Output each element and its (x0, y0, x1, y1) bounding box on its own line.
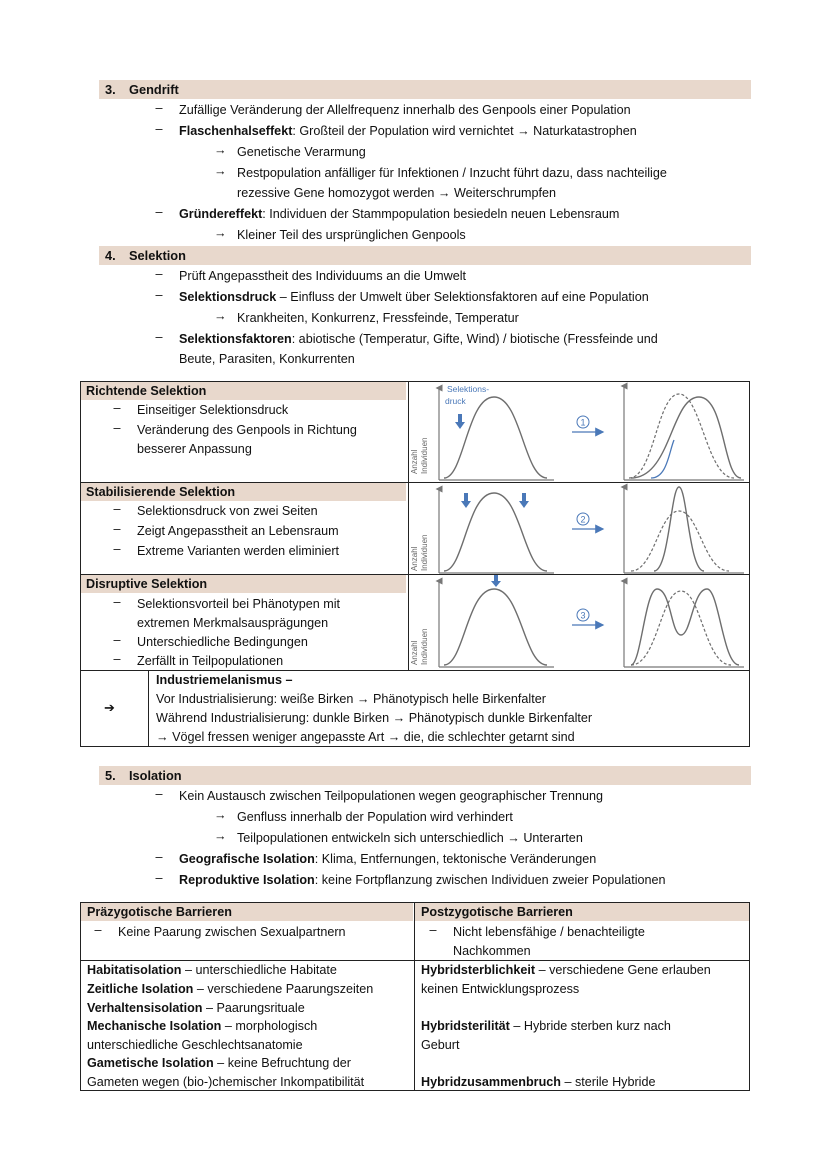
stabilisierende-title: Stabilisierende Selektion (86, 485, 236, 499)
bullet-dash: – (113, 522, 121, 536)
graph-stabilisierende (410, 487, 744, 573)
gendrift-line-6: Kleiner Teil des ursprünglichen Genpools (237, 228, 466, 242)
arrow-marker-icon: ➔ (104, 700, 115, 715)
disruptive-title: Disruptive Selektion (86, 577, 208, 591)
left-row: Mechanische Isolation – morphologisch (87, 1019, 318, 1033)
industrie-l1: Vor Industrialisierung: weiße Birken → Phänotypisch helle Birkenfalter (156, 692, 546, 706)
y-axis-label: Individuen (420, 437, 429, 474)
y-axis-label: Individuen (420, 534, 429, 571)
left-row: Verhaltensisolation – Paarungsrituale (87, 1001, 305, 1015)
postzygotisch-header: Postzygotische Barrieren (421, 905, 573, 919)
step-number: 2 (580, 514, 586, 525)
gendrift-line-4a: Restpopulation anfälliger für Infektionen / Inzucht führt dazu, dass nachteilige (237, 166, 667, 180)
section-title: Isolation (129, 768, 182, 783)
bullet-dash: – (155, 122, 163, 136)
bullet-dash: – (155, 850, 163, 864)
bullet-dash: – (113, 401, 121, 415)
table-divider (148, 670, 149, 747)
arrow-icon: → (214, 226, 227, 240)
selektion-line-1: Prüft Angepasstheit des Individuums an die Umwelt (179, 269, 467, 283)
right-row: keinen Entwicklungsprozess (421, 982, 580, 996)
curve (444, 397, 547, 478)
arrow-icon: → (214, 829, 227, 843)
disruptive-b1a: Selektionsvorteil bei Phänotypen mit (137, 597, 341, 611)
bullet-dash: – (113, 502, 121, 516)
isolation-line-2: Genfluss innerhalb der Population wird verhindert (237, 810, 513, 824)
disruptive-b1b: extremen Merkmalsausprägungen (137, 616, 329, 630)
richtende-b1: Einseitiger Selektionsdruck (137, 403, 289, 417)
stabilisierende-b3: Extreme Varianten werden eliminiert (137, 544, 340, 558)
y-axis-label: Anzahl (410, 640, 419, 665)
gendrift-line-2: Flaschenhalseffekt: Großteil der Population wird vernichtet → Naturkatastrophen (179, 124, 637, 138)
bullet-dash: – (155, 288, 163, 302)
right-row: Geburt (421, 1038, 460, 1052)
industrie-title: Industriemelanismus – (156, 673, 293, 687)
pressure-arrow (491, 581, 501, 587)
section-title: Selektion (129, 248, 186, 263)
graph-richtende (410, 384, 744, 480)
left-row: unterschiedliche Geschlechtsanatomie (87, 1038, 303, 1052)
pressure-arrow (519, 501, 529, 508)
arrow-icon: → (214, 309, 227, 323)
bullet-dash: – (429, 923, 437, 937)
bullet-dash: – (94, 923, 102, 937)
industrie-l3: → Vögel fressen weniger angepasste Art → die, die schlechter getarnt sind (156, 730, 575, 744)
y-axis-label: Individuen (420, 628, 429, 665)
arrow-icon: → (214, 164, 227, 178)
stabilisierende-b2: Zeigt Angepasstheit an Lebensraum (137, 524, 339, 538)
bullet-dash: – (113, 633, 121, 647)
bullet-dash: – (113, 421, 121, 435)
bullet-dash: – (155, 330, 163, 344)
bullet-dash: – (113, 652, 121, 666)
left-row: Zeitliche Isolation – verschiedene Paarungszeiten (87, 982, 374, 996)
richtende-title: Richtende Selektion (86, 384, 207, 398)
section-number: 3. (105, 82, 116, 97)
selektion-line-4b: Beute, Parasiten, Konkurrenten (179, 352, 355, 366)
industrie-l2: Während Industrialisierung: dunkle Birken → Phänotypisch dunkle Birkenfalter (156, 711, 593, 725)
bullet-dash: – (155, 787, 163, 801)
left-row: Habitatisolation – unterschiedliche Habitate (87, 963, 337, 977)
gendrift-line-3: Genetische Verarmung (237, 145, 366, 159)
section-header-gendrift (99, 80, 751, 99)
druck-label-2: druck (445, 396, 466, 406)
gendrift-line-4b: rezessive Gene homozygot werden → Weiterschrumpfen (237, 186, 556, 200)
section-number: 5. (105, 768, 116, 783)
section-title: Gendrift (129, 82, 179, 97)
selection-graphs (409, 382, 749, 670)
druck-label-1: Selektions- (447, 384, 490, 394)
bullet-dash: – (155, 205, 163, 219)
gendrift-line-1: Zufällige Veränderung der Allelfrequenz innerhalb des Genpools einer Population (179, 103, 631, 117)
praezygotisch-header: Präzygotische Barrieren (87, 905, 232, 919)
richtende-b2a: Veränderung des Genpools in Richtung (137, 423, 357, 437)
selektion-line-4: Selektionsfaktoren: abiotische (Temperatur, Gifte, Wind) / biotische (Fressfeinde und (179, 332, 658, 346)
step-number: 3 (580, 610, 586, 621)
graph-disruptive (410, 575, 744, 667)
y-axis-label: Anzahl (410, 546, 419, 571)
gendrift-line-5: Gründereffekt: Individuen der Stammpopulation besiedeln neuen Lebensraum (179, 207, 620, 221)
selektion-line-3: Krankheiten, Konkurrenz, Fressfeinde, Temperatur (237, 311, 519, 325)
bullet-dash: – (113, 542, 121, 556)
arrow-icon: → (214, 808, 227, 822)
step-number: 1 (580, 417, 586, 428)
right-bullet-a: Nicht lebensfähige / benachteiligte (453, 925, 645, 939)
section-number: 4. (105, 248, 116, 263)
right-bullet-b: Nachkommen (453, 944, 531, 958)
bullet-dash: – (155, 101, 163, 115)
bullet-dash: – (113, 595, 121, 609)
pressure-arrow (461, 501, 471, 508)
y-axis-label: Anzahl (410, 449, 419, 474)
disruptive-b2: Unterschiedliche Bedingungen (137, 635, 308, 649)
pressure-arrow (455, 422, 465, 429)
table-divider (414, 902, 415, 1091)
bullet-dash: – (155, 267, 163, 281)
isolation-line-5: Reproduktive Isolation: keine Fortpflanzung zwischen Individuen zweier Populationen (179, 873, 666, 887)
right-row: Hybridzusammenbruch – sterile Hybride (421, 1075, 656, 1089)
right-row: Hybridsterblichkeit – verschiedene Gene erlauben (421, 963, 711, 977)
section-header-selektion (99, 246, 751, 265)
isolation-line-3: Teilpopulationen entwickeln sich unterschiedlich → Unterarten (237, 831, 583, 845)
left-row: Gameten wegen (bio-)chemischer Inkompatibilität (87, 1075, 365, 1089)
disruptive-b3: Zerfällt in Teilpopulationen (137, 654, 284, 668)
stabilisierende-b1: Selektionsdruck von zwei Seiten (137, 504, 318, 518)
richtende-b2b: besserer Anpassung (137, 442, 252, 456)
left-bullet: Keine Paarung zwischen Sexualpartnern (118, 925, 346, 939)
isolation-line-4: Geografische Isolation: Klima, Entfernungen, tektonische Veränderungen (179, 852, 597, 866)
bullet-dash: – (155, 871, 163, 885)
arrow-icon: → (214, 143, 227, 157)
section-header-isolation (99, 766, 751, 785)
left-row: Gametische Isolation – keine Befruchtung der (87, 1056, 351, 1070)
selektion-line-2: Selektionsdruck – Einfluss der Umwelt über Selektionsfaktoren auf eine Population (179, 290, 649, 304)
right-row: Hybridsterilität – Hybride sterben kurz nach (421, 1019, 671, 1033)
isolation-line-1: Kein Austausch zwischen Teilpopulationen wegen geographischer Trennung (179, 789, 604, 803)
